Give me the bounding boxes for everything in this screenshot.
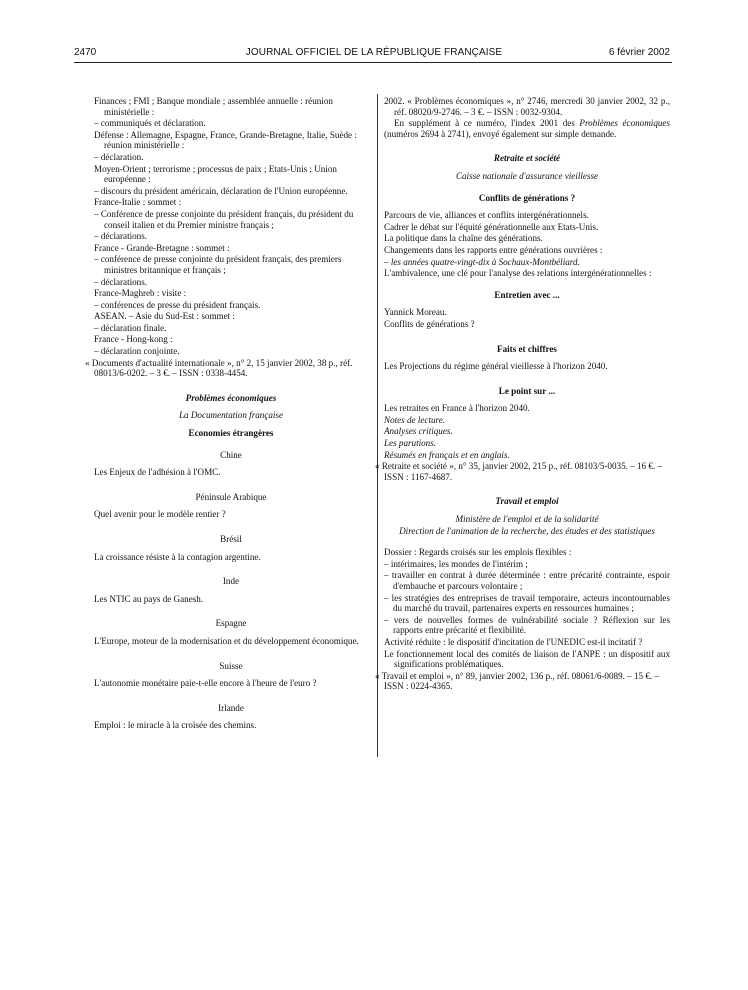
article-title: L'ambivalence, une clé pour l'analyse des relations intergénérationnelles : <box>384 268 652 279</box>
dossier-item: – travailler en contrat à durée déterminée : entre précarité contrainte, espoir d'embauche et parcours volontaire ; <box>384 570 670 591</box>
te-ministry: Ministère de l'emploi et de la solidarité <box>455 514 599 525</box>
entry-topic: France - Hong-kong : <box>94 334 173 345</box>
dossier-item: – les stratégies des entreprises de travail temporaire, acteurs incontournables du marché du travail, partenaires experts en ressources humaines ; <box>384 592 670 614</box>
page-number: 2470 <box>74 47 97 58</box>
te-direction: Direction de l'animation de la recherche, des études et des statistiques <box>399 525 655 536</box>
dossier-item: – intérimaires, les mondes de l'intérim ; <box>384 558 528 569</box>
supplement-title: Problèmes économiques <box>579 118 670 129</box>
entry-topic: ASEAN. – Asie du Sud-Est : sommet : <box>94 311 235 322</box>
point-heading: Le point sur ... <box>498 385 556 396</box>
entry-topic: Moyen-Orient ; terrorisme ; processus de paix ; Etats-Unis ; Union européenne : <box>94 163 337 185</box>
country-article: Les Enjeux de l'adhésion à l'OMC. <box>94 467 221 478</box>
faits-heading: Faits et chiffres <box>497 343 557 354</box>
dai-reference: « Documents d'actualité internationale », n° 2, 15 janvier 2002, 38 p., réf. 08013/6-0202. – 3 €. – ISSN : 0338-4454. <box>85 357 353 379</box>
country-article: La croissance résiste à la contagion argentine. <box>94 551 261 562</box>
article-title: Changements dans les rapports entre générations ouvrières : <box>384 244 603 255</box>
rubric-item: Notes de lecture. <box>384 414 446 425</box>
country-article: Emploi : le miracle à la croisée des chemins. <box>94 720 257 731</box>
conflits-list <box>384 210 670 279</box>
te-article: Le fonctionnement local des comités de liaison de l'ANPE : un dispositif aux significations problématiques. <box>384 648 670 670</box>
country-heading: Brésil <box>220 534 242 544</box>
country-article: L'autonomie monétaire paie-t-elle encore à l'heure de l'euro ? <box>94 678 317 689</box>
rs-reference: « Retraite et société », n° 35, janvier 2002, 215 p., réf. 08103/5-0035. – 16 €. – ISSN : 1167-4687. <box>375 461 662 482</box>
entry-item: – discours du président américain, déclaration de l'Union européenne. <box>94 185 348 196</box>
rubric-item: Les parutions. <box>384 438 437 449</box>
entry-item: – communiqués et déclaration. <box>94 118 206 129</box>
country-article: Les NTIC au pays de Ganesh. <box>94 593 204 604</box>
conflits-heading: Conflits de générations ? <box>478 192 576 203</box>
entry-topic: France - Grande-Bretagne : sommet : <box>94 242 230 253</box>
pe-reference: 2002. « Problèmes économiques », n° 2746, mercredi 30 janvier 2002, 32 p., réf. 08020/9-2746. – 3 €. – ISSN : 0032-9304. <box>384 96 670 117</box>
pe-supplement <box>384 118 670 139</box>
interview-name: Yannick Moreau. <box>384 307 447 318</box>
entry-item: – déclarations. <box>94 276 148 287</box>
te-article: Activité réduite : le dispositif d'incitation de l'UNEDIC est-il incitatif ? <box>384 636 643 647</box>
country-article: L'Europe, moteur de la modernisation et du développement économique. <box>94 635 359 646</box>
rs-title: Retraite et société <box>493 153 561 164</box>
entry-item: – conférence de presse conjointe du président français, des premiers ministres britannique et français ; <box>94 254 342 275</box>
entry-item: – Conférence de presse conjointe du président français, du président du conseil italien et du Premier ministre français ; <box>94 208 354 230</box>
dai-contents <box>94 96 368 357</box>
entry-item: – déclaration conjointe. <box>94 346 180 357</box>
te-reference: « Travail et emploi », n° 89, janvier 2002, 136 p., réf. 08061/6-0089. – 15 €. – ISSN : 0224-4365. <box>375 670 659 692</box>
rs-publisher: Caisse nationale d'assurance vieillesse <box>455 170 599 181</box>
pe-section-heading: Economies étrangères <box>188 428 274 439</box>
article-title: La politique dans la chaîne des générations. <box>384 233 543 244</box>
country-heading: Inde <box>222 576 240 587</box>
entry-item: – déclaration. <box>94 151 144 162</box>
column-divider <box>377 94 378 757</box>
entry-item: – déclarations. <box>94 231 148 242</box>
entry-topic: Défense : Allemagne, Espagne, France, Grande-Bretagne, Italie, Suède : réunion ministérielle : <box>94 129 357 151</box>
supplement-text: (numéros 2694 à 2741), envoyé également sur simple demande. <box>384 128 617 139</box>
rubric-item: Résumés en français et en anglais. <box>384 449 510 460</box>
issue-date: 6 février 2002 <box>608 47 670 58</box>
article-title: Cadrer le débat sur l'équité générationnelle aux Etats-Unis. <box>384 221 599 232</box>
article-subtitle: – les années quatre-vingt-dix à Sochaux-Montbéliard. <box>384 256 580 267</box>
entry-topic: France-Italie : sommet : <box>94 197 182 208</box>
entry-item: – conférences de presse du président français. <box>94 299 261 310</box>
left-column <box>85 96 368 732</box>
right-column <box>375 96 670 693</box>
pe-publisher: La Documentation française <box>178 410 284 421</box>
dossier-heading: Dossier : Regards croisés sur les emplois flexibles : <box>384 547 572 558</box>
pe-title: Problèmes économiques <box>185 392 277 403</box>
country-heading: Chine <box>220 449 242 460</box>
entry-topic: Finances ; FMI ; Banque mondiale ; assemblée annuelle : réunion ministérielle : <box>94 96 333 117</box>
entretien-heading: Entretien avec ... <box>494 289 560 300</box>
article-title: Parcours de vie, alliances et conflits intergénérationnels. <box>384 210 589 221</box>
country-heading: Péninsule Arabique <box>195 491 267 502</box>
faits-article: Les Projections du régime général vieillesse à l'horizon 2040. <box>384 361 608 372</box>
entry-item: – déclaration finale. <box>94 322 167 333</box>
supplement-text: En supplément à ce numéro, l'index 2001 des <box>394 118 580 129</box>
interview-topic: Conflits de générations ? <box>384 318 475 329</box>
country-heading: Irlande <box>218 702 244 713</box>
rubric-item: Analyses critiques. <box>384 426 453 437</box>
country-heading: Suisse <box>219 660 243 671</box>
country-article: Quel avenir pour le modèle rentier ? <box>94 509 226 520</box>
te-title: Travail et emploi <box>495 496 559 507</box>
point-article: Les retraites en France à l'horizon 2040. <box>384 403 530 414</box>
country-heading: Espagne <box>215 618 247 629</box>
header-rule <box>74 62 672 63</box>
entry-topic: France-Maghreb : visite : <box>94 288 187 299</box>
journal-title: JOURNAL OFFICIEL DE LA RÉPUBLIQUE FRANÇAISE <box>245 47 503 58</box>
dossier-item: – vers de nouvelles formes de vulnérabilité sociale ? Réflexion sur les rapports entre précarité et flexibilité. <box>384 614 670 636</box>
